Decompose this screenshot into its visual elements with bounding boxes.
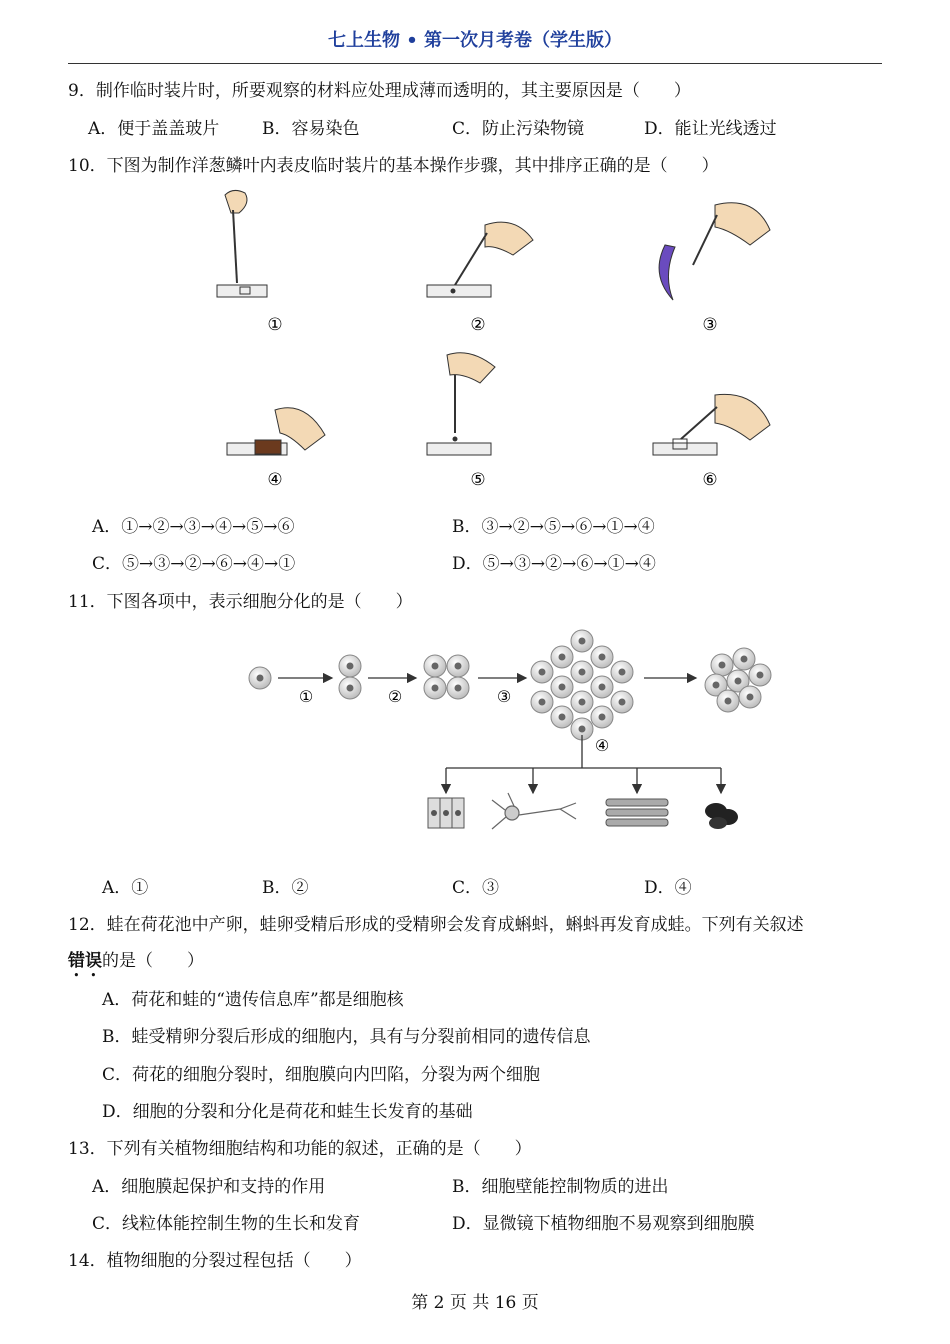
arrow-label-3: ③ bbox=[496, 687, 512, 706]
blood-cells bbox=[705, 803, 738, 829]
step-5-illustration bbox=[427, 353, 495, 455]
page-footer: 第 2 页 共 16 页 bbox=[411, 1293, 539, 1313]
question-10-option-a: A．①→②→③→④→⑤→⑥ bbox=[92, 517, 295, 537]
question-11-option-c: C．③ bbox=[452, 878, 500, 898]
muscle-tissue bbox=[606, 799, 668, 826]
irregular-cell-cluster bbox=[705, 648, 771, 712]
question-13-option-b: B．细胞壁能控制物质的进出 bbox=[452, 1177, 669, 1197]
cell-cluster bbox=[531, 630, 633, 740]
question-12-option-d: D．细胞的分裂和分化是荷花和蛙生长发育的基础 bbox=[102, 1102, 473, 1122]
question-12-stem-rest: 的是（ ） bbox=[102, 951, 204, 971]
question-12-stem-line2 bbox=[68, 946, 204, 981]
question-10-option-c: C．⑤→③→②→⑥→④→① bbox=[92, 554, 296, 574]
arrow-label-4: ④ bbox=[594, 736, 610, 755]
question-11-option-d: D．④ bbox=[644, 878, 692, 898]
question-14-stem: 14．植物细胞的分裂过程包括（ ） bbox=[68, 1251, 362, 1271]
question-9-option-c: C．防止污染物镜 bbox=[452, 119, 585, 139]
question-13-option-c: C．线粒体能控制生物的生长和发育 bbox=[92, 1214, 361, 1234]
step-6-illustration bbox=[653, 394, 770, 455]
question-12-option-a: A．荷花和蛙的“遗传信息库”都是细胞核 bbox=[102, 990, 404, 1010]
arrow-label-1: ① bbox=[298, 687, 314, 706]
question-12-stem-line1: 12．蛙在荷花池中产卵，蛙卵受精后形成的受精卵会发育成蝌蚪，蝌蚪再发育成蛙。下列有关叙述 bbox=[68, 915, 804, 935]
step-2-illustration bbox=[427, 222, 533, 297]
emphasis-wrong: 错误 bbox=[68, 951, 102, 971]
question-12-option-b: B．蛙受精卵分裂后形成的细胞内，具有与分裂前相同的遗传信息 bbox=[102, 1027, 591, 1047]
neuron bbox=[492, 793, 576, 829]
slide-preparation-figure bbox=[195, 185, 795, 500]
question-13-option-a: A．细胞膜起保护和支持的作用 bbox=[92, 1177, 326, 1197]
question-9-stem: 9．制作临时装片时，所要观察的材料应处理成薄而透明的，其主要原因是（ ） bbox=[68, 81, 691, 101]
question-9-option-b: B．容易染色 bbox=[262, 119, 360, 139]
step-label-6: ⑥ bbox=[702, 470, 718, 490]
question-11-option-a: A．① bbox=[102, 878, 149, 898]
step-label-3: ③ bbox=[702, 315, 718, 335]
step-label-5: ⑤ bbox=[470, 470, 486, 490]
header-rule bbox=[68, 63, 882, 64]
question-10-option-b: B．③→②→⑤→⑥→①→④ bbox=[452, 517, 655, 537]
arrow-label-2: ② bbox=[387, 687, 403, 706]
question-13-stem: 13．下列有关植物细胞结构和功能的叙述，正确的是（ ） bbox=[68, 1139, 532, 1159]
question-10-stem: 10．下图为制作洋葱鳞叶内表皮临时装片的基本操作步骤，其中排序正确的是（ ） bbox=[68, 156, 719, 176]
question-12-option-c: C．荷花的细胞分裂时，细胞膜向内凹陷，分裂为两个细胞 bbox=[102, 1065, 541, 1085]
two-cells bbox=[339, 655, 361, 699]
step-1-illustration bbox=[217, 190, 267, 297]
step-3-illustration bbox=[659, 203, 770, 300]
question-11-stem: 11．下图各项中，表示细胞分化的是（ ） bbox=[68, 592, 413, 612]
step-label-2: ② bbox=[470, 315, 486, 335]
step-4-illustration bbox=[227, 408, 325, 455]
question-10-option-d: D．⑤→③→②→⑥→①→④ bbox=[452, 554, 656, 574]
step-label-1: ① bbox=[267, 315, 283, 335]
cell-differentiation-figure bbox=[240, 625, 780, 840]
step-label-4: ④ bbox=[267, 470, 283, 490]
single-cell bbox=[249, 667, 271, 689]
question-13-option-d: D．显微镜下植物细胞不易观察到细胞膜 bbox=[452, 1214, 755, 1234]
page-header-title: 七上生物 • 第一次月考卷（学生版） bbox=[327, 30, 623, 51]
question-9-option-a: A．便于盖盖玻片 bbox=[88, 119, 220, 139]
four-cells bbox=[424, 655, 469, 699]
question-11-option-b: B．② bbox=[262, 878, 309, 898]
epithelial-tissue bbox=[428, 798, 464, 828]
question-9-option-d: D．能让光线透过 bbox=[644, 119, 777, 139]
